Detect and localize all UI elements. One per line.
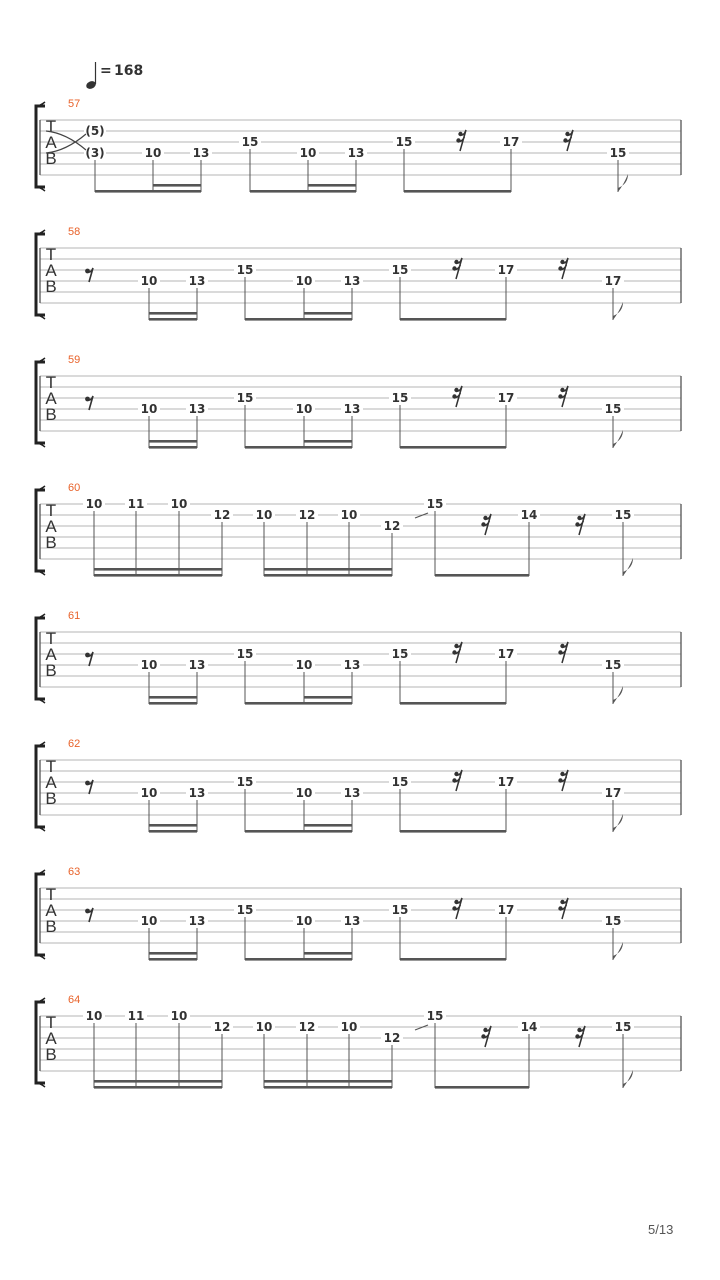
beam-eighth	[435, 1086, 529, 1089]
fret-number: 10	[299, 146, 317, 160]
measure-number: 64	[68, 994, 81, 1006]
beam-eighth	[400, 446, 506, 449]
tab-clef-letter: A	[45, 1029, 57, 1048]
fret-number: (5)	[85, 124, 105, 138]
beam-sixteenth	[308, 184, 356, 187]
fret-number: 10	[255, 508, 273, 522]
tab-clef-letter: T	[45, 501, 57, 520]
staff-system	[36, 994, 681, 1089]
fret-number: 10	[144, 146, 162, 160]
beam-sixteenth	[149, 696, 197, 699]
sixteenth-rest-icon	[452, 386, 462, 407]
tab-clef-letter: T	[45, 245, 57, 264]
beam-sixteenth	[304, 440, 352, 443]
fret-number: 13	[343, 274, 361, 288]
tab-clef-letter: A	[45, 389, 57, 408]
tab-clef-letter: T	[45, 373, 57, 392]
fret-number: 17	[497, 647, 515, 661]
beam-sixteenth	[94, 568, 222, 571]
staff-system	[36, 482, 681, 577]
sixteenth-rest-icon	[558, 898, 568, 919]
fret-number: (3)	[85, 146, 105, 160]
beam-sixteenth	[304, 312, 352, 315]
fret-number: 15	[236, 647, 254, 661]
fret-number: 15	[604, 914, 622, 928]
staff-system	[36, 866, 681, 961]
eighth-flag-icon	[618, 174, 628, 192]
sixteenth-rest-icon	[575, 1026, 585, 1047]
beam-sixteenth	[304, 824, 352, 827]
eighth-rest-icon	[85, 780, 93, 794]
fret-number: 15	[614, 508, 632, 522]
sixteenth-rest-icon	[481, 514, 491, 535]
sixteenth-rest-icon	[558, 642, 568, 663]
fret-number: 17	[604, 786, 622, 800]
fret-number: 12	[298, 1020, 316, 1034]
tempo-marking	[85, 62, 143, 90]
fret-number: 15	[426, 1009, 444, 1023]
fret-number: 13	[188, 914, 206, 928]
staff-system	[36, 738, 681, 833]
fret-number: 15	[391, 903, 409, 917]
fret-number: 13	[343, 658, 361, 672]
fret-number: 17	[604, 274, 622, 288]
beam-eighth	[149, 702, 197, 705]
fret-number: 15	[391, 775, 409, 789]
fret-number: 15	[236, 903, 254, 917]
fret-number: 15	[604, 402, 622, 416]
beam-sixteenth	[149, 952, 197, 955]
tempo-equals: =	[100, 63, 112, 79]
eighth-flag-icon	[613, 430, 623, 448]
beam-eighth	[400, 958, 506, 961]
fret-number: 10	[295, 786, 313, 800]
fret-number: 15	[426, 497, 444, 511]
fret-number: 10	[170, 497, 188, 511]
tab-clef-letter: T	[45, 885, 57, 904]
fret-number: 13	[188, 658, 206, 672]
fret-number: 10	[340, 1020, 358, 1034]
fret-number: 10	[255, 1020, 273, 1034]
beam-eighth	[94, 1086, 222, 1089]
fret-number: 12	[213, 508, 231, 522]
beam-sixteenth	[94, 1080, 222, 1083]
eighth-flag-icon	[613, 686, 623, 704]
beam-eighth	[245, 446, 352, 449]
sixteenth-rest-icon	[563, 130, 573, 151]
tempo-bpm: 168	[114, 63, 144, 79]
fret-number: 11	[127, 497, 145, 511]
fret-number: 15	[614, 1020, 632, 1034]
fret-number: 10	[340, 508, 358, 522]
fret-number: 15	[395, 135, 413, 149]
beam-eighth	[245, 702, 352, 705]
fret-number: 15	[236, 263, 254, 277]
tab-clef-letter: T	[45, 1013, 57, 1032]
beam-eighth	[95, 190, 201, 193]
sixteenth-rest-icon	[452, 898, 462, 919]
sixteenth-rest-icon	[481, 1026, 491, 1047]
measure-number: 62	[68, 738, 81, 750]
fret-number: 12	[383, 519, 401, 533]
fret-number: 15	[391, 391, 409, 405]
fret-number: 10	[85, 497, 103, 511]
fret-number: 17	[497, 903, 515, 917]
tab-clef-letter: A	[45, 901, 57, 920]
fret-number: 12	[213, 1020, 231, 1034]
fret-number: 15	[604, 658, 622, 672]
beam-sixteenth	[304, 696, 352, 699]
fret-number: 15	[236, 775, 254, 789]
fret-number: 10	[140, 402, 158, 416]
staff-systems	[36, 98, 681, 1089]
sixteenth-rest-icon	[452, 258, 462, 279]
beam-eighth	[400, 830, 506, 833]
fret-number: 10	[295, 402, 313, 416]
fret-number: 13	[343, 786, 361, 800]
tab-clef-letter: B	[45, 661, 57, 680]
sixteenth-rest-icon	[456, 130, 466, 151]
page-number: 5/13	[648, 1222, 674, 1237]
measure-number: 63	[68, 866, 81, 878]
tab-clef-letter: A	[45, 261, 57, 280]
beam-eighth	[264, 1086, 392, 1089]
beam-eighth	[149, 318, 197, 321]
tab-clef-letter: B	[45, 533, 57, 552]
eighth-rest-icon	[85, 908, 93, 922]
fret-number: 14	[520, 1020, 538, 1034]
beam-sixteenth	[304, 952, 352, 955]
beam-sixteenth	[264, 568, 392, 571]
fret-number: 13	[188, 274, 206, 288]
beam-eighth	[404, 190, 511, 193]
measure-number: 58	[68, 226, 81, 238]
tab-clef-letter: T	[45, 117, 57, 136]
beam-eighth	[94, 574, 222, 577]
fret-number: 10	[140, 274, 158, 288]
tab-clef-letter: B	[45, 277, 57, 296]
fret-number: 17	[502, 135, 520, 149]
beam-eighth	[435, 574, 529, 577]
tab-clef-letter: B	[45, 149, 57, 168]
measure-number: 60	[68, 482, 81, 494]
fret-number: 12	[298, 508, 316, 522]
beam-sixteenth	[149, 312, 197, 315]
sixteenth-rest-icon	[575, 514, 585, 535]
tab-clef-letter: B	[45, 789, 57, 808]
eighth-rest-icon	[85, 396, 93, 410]
fret-number: 10	[295, 274, 313, 288]
tab-clef-letter: B	[45, 917, 57, 936]
fret-number: 17	[497, 391, 515, 405]
eighth-flag-icon	[613, 302, 623, 320]
fret-number: 13	[343, 914, 361, 928]
beam-eighth	[245, 830, 352, 833]
fret-number: 15	[236, 391, 254, 405]
staff-system	[36, 354, 681, 449]
fret-number: 10	[295, 914, 313, 928]
beam-eighth	[149, 446, 197, 449]
fret-number: 17	[497, 263, 515, 277]
beam-sixteenth	[153, 184, 201, 187]
tab-clef-letter: A	[45, 645, 57, 664]
fret-number: 13	[192, 146, 210, 160]
eighth-flag-icon	[623, 1070, 633, 1088]
sixteenth-rest-icon	[452, 770, 462, 791]
fret-number: 17	[497, 775, 515, 789]
fret-number: 10	[140, 658, 158, 672]
tab-clef-letter: T	[45, 629, 57, 648]
fret-number: 13	[343, 402, 361, 416]
beam-eighth	[245, 958, 352, 961]
beam-eighth	[149, 958, 197, 961]
fret-number: 15	[241, 135, 259, 149]
measure-number: 61	[68, 610, 81, 622]
beam-eighth	[264, 574, 392, 577]
fret-number: 15	[609, 146, 627, 160]
tab-clef-letter: B	[45, 1045, 57, 1064]
fret-number: 12	[383, 1031, 401, 1045]
fret-number: 11	[127, 1009, 145, 1023]
eighth-flag-icon	[613, 814, 623, 832]
fret-number: 14	[520, 508, 538, 522]
beam-eighth	[245, 318, 352, 321]
staff-system	[36, 226, 681, 321]
eighth-flag-icon	[623, 558, 633, 576]
beam-sixteenth	[149, 824, 197, 827]
beam-eighth	[149, 830, 197, 833]
fret-number: 10	[140, 786, 158, 800]
tab-clef-letter: B	[45, 405, 57, 424]
fret-number: 13	[188, 402, 206, 416]
tab-clef-letter: A	[45, 773, 57, 792]
eighth-rest-icon	[85, 652, 93, 666]
fret-number: 10	[295, 658, 313, 672]
eighth-rest-icon	[85, 268, 93, 282]
beam-eighth	[250, 190, 356, 193]
tab-clef-letter: T	[45, 757, 57, 776]
fret-number: 10	[85, 1009, 103, 1023]
tab-clef-letter: A	[45, 517, 57, 536]
beam-sixteenth	[149, 440, 197, 443]
staff-system	[36, 98, 681, 193]
measure-number: 57	[68, 98, 81, 110]
fret-number: 13	[188, 786, 206, 800]
measure-number: 59	[68, 354, 81, 366]
fret-number: 10	[140, 914, 158, 928]
staff-system	[36, 610, 681, 705]
fret-number: 13	[347, 146, 365, 160]
tab-clef-letter: A	[45, 133, 57, 152]
fret-number: 10	[170, 1009, 188, 1023]
beam-sixteenth	[264, 1080, 392, 1083]
sixteenth-rest-icon	[558, 770, 568, 791]
sixteenth-rest-icon	[558, 386, 568, 407]
fret-number: 15	[391, 263, 409, 277]
sixteenth-rest-icon	[452, 642, 462, 663]
eighth-flag-icon	[613, 942, 623, 960]
beam-eighth	[400, 702, 506, 705]
sixteenth-rest-icon	[558, 258, 568, 279]
beam-eighth	[400, 318, 506, 321]
fret-number: 15	[391, 647, 409, 661]
